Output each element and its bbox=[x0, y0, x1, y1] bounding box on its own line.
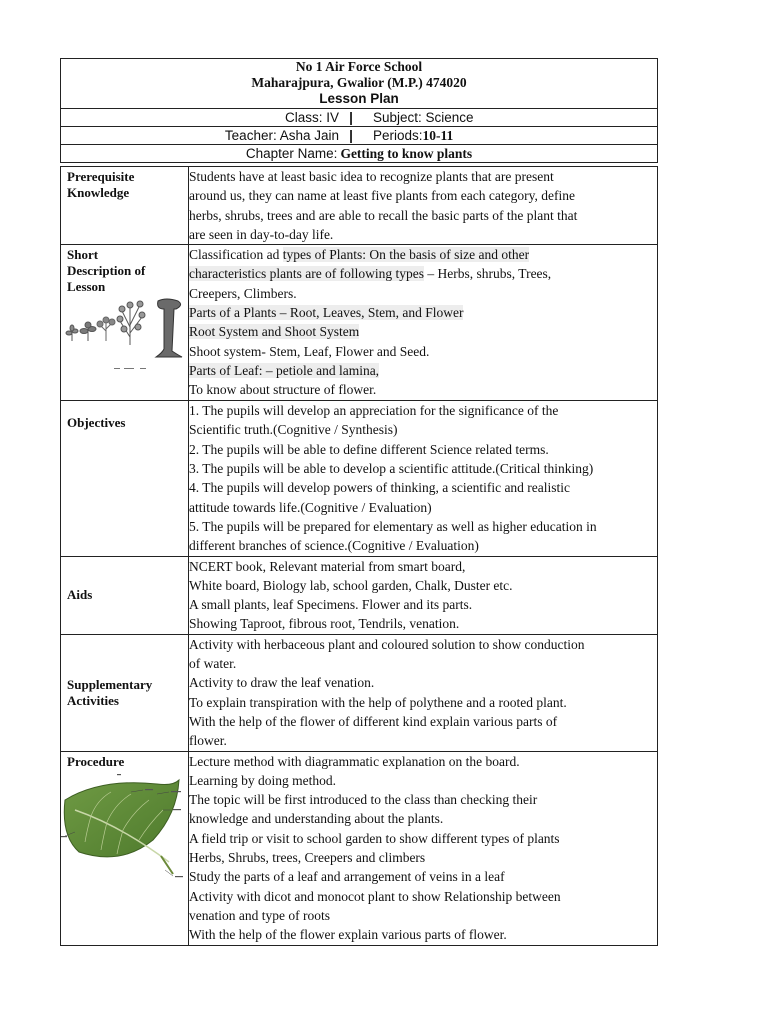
label-text: Activities bbox=[67, 692, 119, 708]
text-line: White board, Biology lab, school garden, Chalk, Duster etc. bbox=[189, 577, 513, 593]
row-label bbox=[61, 167, 189, 245]
objectives-content bbox=[189, 401, 658, 556]
text-span: – Herbs, shrubs, Trees, bbox=[424, 266, 552, 282]
label-text: Short bbox=[67, 247, 99, 263]
row-label bbox=[61, 556, 189, 634]
text-line: With the help of the flower explain various parts of flower. bbox=[189, 927, 507, 943]
plant-types-illustration bbox=[64, 297, 186, 375]
text-line: Shoot system- Stem, Leaf, Flower and Seed. bbox=[189, 343, 430, 359]
text-line: 4. The pupils will develop powers of thinking, a scientific and realistic bbox=[189, 480, 571, 496]
leaf-parts-illustration bbox=[61, 770, 187, 886]
highlighted-text: types of Plants: On the basis of size and other bbox=[282, 247, 530, 263]
row-label bbox=[61, 401, 189, 556]
short-description-content bbox=[189, 245, 658, 401]
text-line: Lecture method with diagrammatic explanation on the board. bbox=[189, 753, 520, 769]
separator: | bbox=[349, 128, 353, 143]
text-line: To know about structure of flower. bbox=[189, 382, 377, 398]
text-line bbox=[189, 303, 657, 322]
text-line: venation and type of roots bbox=[189, 907, 330, 923]
text-line bbox=[189, 361, 657, 380]
highlighted-text: Parts of Leaf: – petiole and lamina, bbox=[189, 362, 380, 378]
text-line: Showing Taproot, fibrous root, Tendrils, venation. bbox=[189, 616, 460, 632]
aids-content bbox=[189, 556, 658, 634]
prerequisite-content bbox=[189, 167, 658, 245]
text-line: 2. The pupils will be able to define different Science related terms. bbox=[189, 441, 549, 457]
text-line: Activity with herbaceous plant and coloured solution to show conduction bbox=[189, 636, 585, 652]
class-field: Class: IV bbox=[284, 110, 339, 125]
text-line bbox=[189, 245, 657, 264]
highlighted-text: Root System and Shoot System bbox=[189, 324, 360, 340]
label-text: Aids bbox=[67, 587, 93, 603]
periods-label: Periods: bbox=[373, 127, 423, 143]
text-line: knowledge and understanding about the plants. bbox=[189, 811, 444, 827]
text-line: Creepers, Climbers. bbox=[189, 285, 297, 301]
text-line: different branches of science.(Cognitive / Evaluation) bbox=[189, 538, 479, 554]
school-name: No 1 Air Force School bbox=[295, 59, 423, 74]
label-text: Lesson bbox=[67, 279, 106, 295]
periods-field bbox=[355, 128, 657, 144]
text-line: Herbs, Shrubs, trees, Creepers and climbers bbox=[189, 850, 426, 866]
text-line: are seen in day-to-day life. bbox=[189, 226, 334, 242]
text-line: herbs, shrubs, trees and are able to recall the basic parts of the plant that bbox=[189, 207, 578, 223]
teacher-periods-row bbox=[61, 127, 657, 145]
text-line: Learning by doing method. bbox=[189, 772, 336, 788]
label-text: Description of bbox=[67, 263, 146, 279]
text-line: Study the parts of a leaf and arrangement of veins in a leaf bbox=[189, 869, 505, 885]
text-line: To explain transpiration with the help of polythene and a rooted plant. bbox=[189, 694, 567, 710]
text-line: 5. The pupils will be prepared for elementary as well as higher education in bbox=[189, 518, 597, 534]
row-label bbox=[61, 751, 189, 945]
periods-value: 10-11 bbox=[422, 127, 454, 143]
table-row bbox=[61, 401, 658, 556]
table-row bbox=[61, 751, 658, 945]
text-line: NCERT book, Relevant material from smart board, bbox=[189, 558, 466, 574]
chapter-row bbox=[61, 145, 657, 162]
table-row bbox=[61, 245, 658, 401]
table-row bbox=[61, 167, 658, 245]
table-row bbox=[61, 556, 658, 634]
label-text: Supplementary bbox=[67, 676, 153, 692]
table-row bbox=[61, 634, 658, 751]
text-line: around us, they can name at least five plants from each category, define bbox=[189, 188, 575, 204]
highlighted-text: Parts of a Plants – Root, Leaves, Stem, and Flower bbox=[189, 305, 464, 321]
chapter-label: Chapter Name: bbox=[245, 146, 338, 161]
label-text: Knowledge bbox=[67, 185, 130, 200]
procedure-content bbox=[189, 751, 658, 945]
text-span: Classification ad bbox=[189, 247, 283, 263]
text-line: flower. bbox=[189, 733, 227, 749]
text-line: 1. The pupils will develop an appreciation for the significance of the bbox=[189, 403, 559, 419]
row-label bbox=[61, 245, 189, 401]
text-line: of water. bbox=[189, 656, 237, 672]
row-label bbox=[61, 634, 189, 751]
text-line: With the help of the flower of different kind explain various parts of bbox=[189, 713, 558, 729]
text-line: A small plants, leaf Specimens. Flower and its parts. bbox=[189, 597, 473, 613]
text-line: The topic will be first introduced to the class than checking their bbox=[189, 792, 538, 808]
text-line: Scientific truth.(Cognitive / Synthesis) bbox=[189, 422, 398, 438]
teacher-field: Teacher: Asha Jain bbox=[224, 128, 339, 143]
supplementary-content bbox=[189, 634, 658, 751]
highlighted-text: characteristics plants are of following types bbox=[189, 266, 425, 282]
text-line: 3. The pupils will be able to develop a scientific attitude.(Critical thinking) bbox=[189, 461, 594, 477]
lesson-plan-header bbox=[60, 58, 658, 163]
text-line: Activity with dicot and monocot plant to show Relationship between bbox=[189, 888, 561, 904]
text-line: A field trip or visit to school garden to show different types of plants bbox=[189, 830, 560, 846]
document-title: Lesson Plan bbox=[61, 91, 657, 109]
label-text: Prerequisite bbox=[67, 169, 135, 184]
label-text: Procedure bbox=[67, 753, 125, 769]
separator: | bbox=[349, 110, 353, 125]
text-line: attitude towards life.(Cognitive / Evaluation) bbox=[189, 499, 432, 515]
text-line: Activity to draw the leaf venation. bbox=[189, 675, 375, 691]
class-subject-row bbox=[61, 109, 657, 127]
label-text: Objectives bbox=[67, 415, 126, 431]
text-line bbox=[189, 322, 657, 341]
school-address: Maharajpura, Gwalior (M.P.) 474020 bbox=[251, 75, 467, 90]
lesson-plan-table bbox=[60, 166, 658, 946]
subject-field: Subject: Science bbox=[373, 110, 474, 125]
chapter-value: Getting to know plants bbox=[340, 145, 473, 161]
text-line bbox=[189, 264, 657, 283]
text-line: Students have at least basic idea to recognize plants that are present bbox=[189, 169, 554, 184]
